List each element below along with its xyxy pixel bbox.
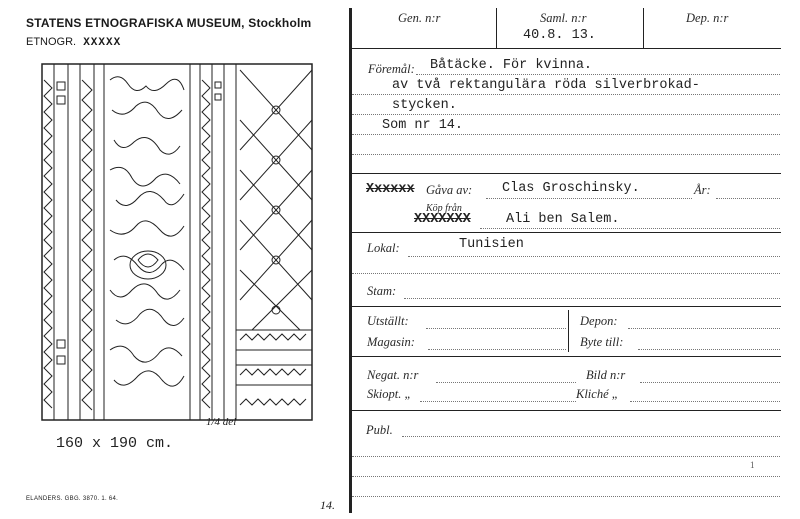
gava-value: Clas Groschinsky. [502, 181, 640, 196]
dimensions: 160 x 190 cm. [56, 435, 174, 452]
utstallt-divider [568, 310, 569, 352]
section-rule-5 [349, 410, 781, 411]
museum-name: STATENS ETNOGRAFISKA MUSEUM, Stockholm [26, 16, 312, 30]
etnogr-label [26, 36, 121, 49]
kop-struck: XXXXXXX [414, 212, 471, 227]
foremal-line-1: Båtäcke. För kvinna. [430, 58, 593, 73]
header-divider-2 [643, 8, 644, 48]
section-rule-4 [349, 356, 781, 357]
utstallt-label: Utställt: [367, 314, 409, 328]
foremal-line-4: Som nr 14. [382, 118, 464, 133]
stam-label: Stam: [367, 284, 397, 298]
fraction-note: 1/4 del [206, 416, 237, 428]
header-divider-1 [496, 8, 497, 48]
section-rule-2 [349, 232, 781, 233]
printer-imprint: ELANDERS. GBG. 3870. 1. 64. [26, 496, 119, 502]
ar-label: År: [694, 183, 711, 197]
negat-label: Negat. n:r [367, 368, 419, 382]
publ-label: Publ. [366, 423, 393, 437]
gava-struck-prefix: Xxxxxx [366, 182, 415, 197]
foremal-line-2: av två rektangulära röda silverbrokad- [392, 78, 700, 93]
skiopt-label: Skiopt. „ [367, 387, 412, 401]
byte-label: Byte till: [580, 335, 624, 349]
kliche-label: Kliché „ [576, 387, 619, 401]
gava-label: Gåva av: [426, 183, 473, 197]
foremal-line-3: stycken. [392, 98, 457, 113]
magasin-label: Magasin: [367, 335, 415, 349]
kop-label: Köp från [426, 203, 462, 214]
saml-label: Saml. n:r [540, 11, 587, 25]
saml-value: 40.8. 13. [523, 28, 596, 43]
bild-label: Bild n:r [586, 368, 626, 382]
corner-mark: 1 [750, 460, 755, 470]
kop-value: Ali ben Salem. [506, 212, 620, 227]
etnogr-label-text: ETNOGR. [26, 36, 77, 48]
gen-label: Gen. n:r [398, 11, 441, 25]
depon-label: Depon: [580, 314, 618, 328]
header-bottom-rule [349, 48, 781, 49]
foremal-label: Föremål: [368, 62, 415, 76]
textile-illustration [40, 60, 320, 430]
lokal-label: Lokal: [367, 241, 400, 255]
bottom-mark: 14. [320, 498, 335, 512]
card-left-rule [349, 8, 352, 513]
dep-label: Dep. n:r [686, 11, 729, 25]
lokal-value: Tunisien [459, 237, 524, 252]
etnogr-struck: XXXXX [83, 37, 122, 49]
section-rule-3 [349, 306, 781, 307]
section-rule-1 [349, 173, 781, 174]
